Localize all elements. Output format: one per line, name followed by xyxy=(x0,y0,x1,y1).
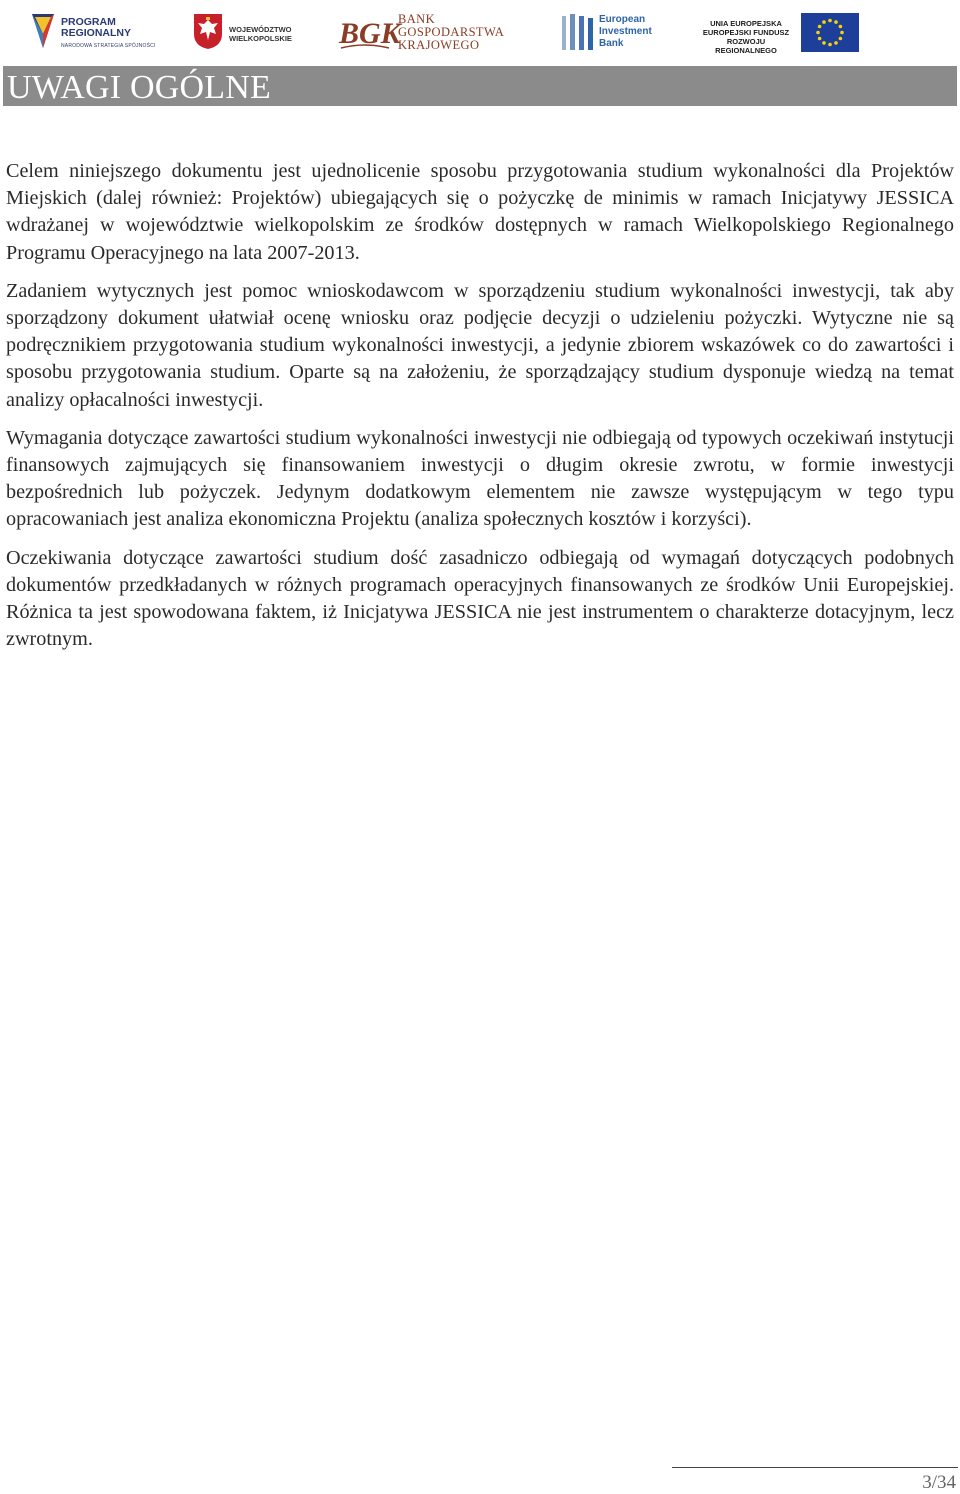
eib-line3: Bank xyxy=(599,38,624,49)
eib-line1: European xyxy=(599,14,646,25)
bgk-logo xyxy=(337,10,512,54)
bgk-wordmark xyxy=(398,13,504,52)
wojewodztwo-wordmark xyxy=(229,25,292,43)
eib-logo xyxy=(558,10,658,54)
ue-wordmark xyxy=(695,19,797,55)
logo-bar xyxy=(0,0,960,62)
program-regionalny-wordmark xyxy=(61,17,131,39)
section-heading-bar xyxy=(3,66,957,106)
bgk-line1: BANK xyxy=(398,12,436,26)
wojewodztwo-wielkopolskie-logo xyxy=(192,10,292,54)
footer-divider xyxy=(672,1467,958,1468)
paragraph-2: Zadaniem wytycznych jest pomoc wnioskodawcom w sporządzeniu studium wykonalności inwestycji, tak aby sporządzony dokument ułatwiał ocenę wniosku oraz podjęcie decyzji o udzieleniu pożyczki. Wytyczne nie są podręcznikiem przygotowania studium wykonalności inwestycji, a jedynie zbiorem wskazówek co do zawartości i sposobu przygotowania studium. Oparte są na założeniu, że sporządzający studium dysponuje wiedzą na temat analizy opłacalności inwestycji. xyxy=(6,279,954,411)
section-heading: UWAGI OGÓLNE xyxy=(7,69,271,106)
paragraph-4: Oczekiwania dotyczące zawartości studium dość zasadniczo odbiegają od wymagań dotyczących podobnych dokumentów przedkładanych w różnych programach operacyjnych finansowanych ze środków Unii Europejskiej. Różnica ta jest spowodowana faktem, iż Inicjatywa JESSICA nie jest instrumentem o charakterze dotacyjnym, lecz zwrotnym. xyxy=(6,546,954,651)
program-regionalny-emblem-icon xyxy=(30,12,56,50)
bgk-monogram-icon xyxy=(337,12,401,52)
eu-flag-icon xyxy=(801,13,859,52)
ue-line2: EUROPEJSKI FUNDUSZ xyxy=(702,28,790,37)
pr-tagline: NARODOWA STRATEGIA SPÓJNOŚCI xyxy=(61,43,156,49)
eib-stripes-icon xyxy=(558,12,596,52)
bgk-monogram-text: BGK xyxy=(339,17,401,50)
eib-line2: Investment xyxy=(599,26,652,37)
ww-line2: WIELKOPOLSKIE xyxy=(229,34,292,43)
bgk-line3: KRAJOWEGO xyxy=(398,38,480,52)
document-body xyxy=(6,158,954,664)
ue-line3: ROZWOJU REGIONALNEGO xyxy=(715,37,777,55)
paragraph-3: Wymagania dotyczące zawartości studium wykonalności inwestycji nie odbiegają od typowych oczekiwań instytucji finansowych zajmujących się finansowaniem inwestycji o długim okresie zwrotu, w formie inwestycji bezpośrednich lub pożyczek. Jedynym dodatkowym elementem nie zawsze występującym w tego typu opracowaniach jest analiza ekonomiczna Projektu (analiza społecznych kosztów i korzyści). xyxy=(6,426,954,531)
program-regionalny-logo xyxy=(30,10,156,54)
ww-line1: WOJEWÓDZTWO xyxy=(229,25,292,34)
pr-line1: PROGRAM xyxy=(61,16,116,28)
pr-line2: REGIONALNY xyxy=(61,27,132,39)
eagle-coat-of-arms-icon xyxy=(192,12,224,50)
unia-europejska-logo xyxy=(695,10,865,54)
bgk-line2: GOSPODARSTWA xyxy=(398,25,505,39)
page-number: 3/34 xyxy=(922,1472,956,1493)
paragraph-1: Celem niniejszego dokumentu jest ujednolicenie sposobu przygotowania studium wykonalności dla Projektów Miejskich (dalej również: Projektów) ubiegających się o pożyczkę de minimis w ramach Inicjatywy JESSICA wdrażanej w województwie wielkopolskim ze środków dostępnych w ramach Wielkopolskiego Regionalnego Programu Operacyjnego na lata 2007-2013. xyxy=(6,160,954,264)
ue-line1: UNIA EUROPEJSKA xyxy=(710,19,782,28)
eib-wordmark xyxy=(599,14,652,50)
